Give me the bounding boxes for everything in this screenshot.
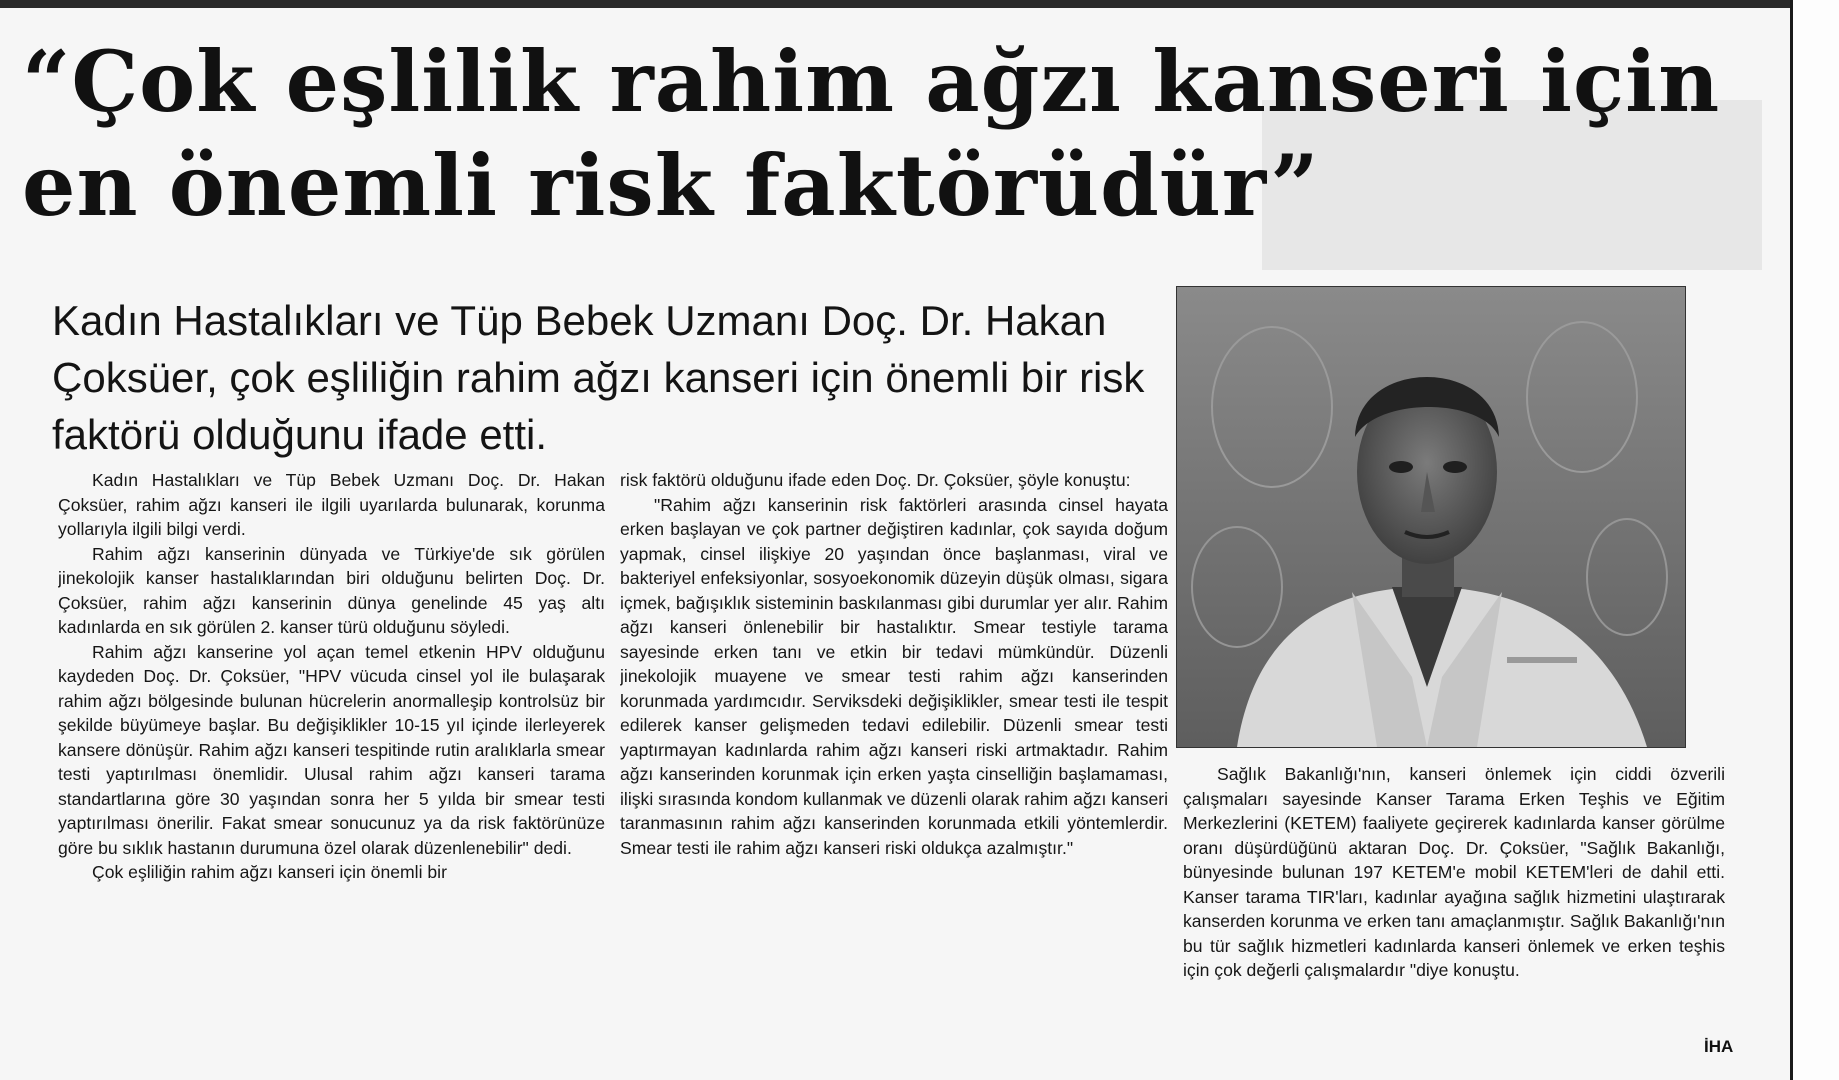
paragraph: Çok eşliliğin rahim ağzı kanseri için önemli bir — [92, 862, 447, 882]
paragraph: Rahim ağzı kanserinin dünyada ve Türkiye'de sık görülen jinekolojik kanser hastalıklarından biri olduğunu belirten Doç. Dr. Çoksüer, rahim ağzı kanserinin dünya genelinde 45 yaş altı kadınlarda en sık görülen 2. kanser türü olduğunu söyledi. — [58, 543, 605, 637]
portrait-illustration — [1177, 287, 1685, 747]
article-column-2 — [620, 468, 1168, 1078]
paragraph: risk faktörü olduğunu ifade eden Doç. Dr. Çoksüer, şöyle konuştu: — [620, 470, 1131, 490]
article-column-1 — [58, 468, 605, 1078]
article-deck: Kadın Hastalıkları ve Tüp Bebek Uzmanı Doç. Dr. Hakan Çoksüer, çok eşliliğin rahim ağzı kanseri için önemli bir risk faktörü olduğunu ifade etti. — [52, 297, 1145, 458]
paragraph: "Rahim ağzı kanserinin risk faktörleri arasında cinsel hayata erken başlayan ve çok partner değiştiren kadınlar, çok sayıda doğum yapmak, cinsel ilişkiye 20 yaşından önce başlanması, viral ve bakteriyel enfeksiyonlar, sosyoekonomik düzeyin düşük olması, sigara içmek, bağışıklık sisteminin baskılanması gibi durumlar yer alır. Rahim ağzı kanseri önlenebilir bir hastalıktır. Smear testiyle tarama sayesinde erken tanı ve etkin bir tedavi mümkündür. Düzenli jinekolojik muayene ve smear testi rahim ağzı kanserinden korunmada yardımcıdır. Serviksdeki değişiklikler, smear testi ile tespit edilerek kanser gelişmeden tedavi edilebilir. Düzenli smear testi yaptırmayan kadınlarda rahim ağzı kanseri riski artmaktadır. Rahim ağzı kanserinden korunmak için erken yaşta cinselliğin başlamaması, ilişki sırasında kondom kullanmak ve düzenli olarak rahim ağzı kanseri taranmasının rahim ağzı kanserinden korunmada etkili yöntemlerdir. Smear testi ile rahim ağzı kanseri riski oldukça azalmıştır." — [620, 494, 1168, 858]
photo-caption-column — [1183, 762, 1725, 1062]
scan-margin — [1793, 0, 1839, 1080]
top-rule — [0, 0, 1790, 8]
paragraph: Kadın Hastalıkları ve Tüp Bebek Uzmanı Doç. Dr. Hakan Çoksüer, rahim ağzı kanseri ile ilgili uyarılarda bulunarak, korunma yollarıyla ilgili bilgi verdi. — [58, 470, 605, 539]
headline: “Çok eşlilik rahim ağzı kanseri için en önemli risk faktörüdür” — [22, 32, 1721, 235]
paragraph: Sağlık Bakanlığı'nın, kanseri önlemek için ciddi özverili çalışmaları sayesinde Kanser Tarama Erken Teşhis ve Eğitim Merkezlerini (KETEM) faaliyete geçirerek kadınlarda kanser görülme oranı düşürdüğünü aktaran Doç. Dr. Çoksüer, "Sağlık Bakanlığı, bünyesinde bulunan 197 KETEM'e mobil KETEM'leri de dahil etti. Kanser tarama TIR'ları, kadınlar ayağına sağlık hizmetini ulaştırarak kanserden korunma ve erken tanı amaçlanmıştır. Sağlık Bakanlığı'nın bu tür sağlık hizmetleri kadınlarda kanseri önlemek ve erken teşhis için çok değerli çalışmalardır "diye konuştu. — [1183, 764, 1725, 980]
portrait-photo-icon — [1176, 286, 1686, 748]
paragraph: Rahim ağzı kanserine yol açan temel etkenin HPV olduğunu kaydeden Doç. Dr. Çoksüer, "HPV vücuda cinsel yol ile bulaşarak rahim ağzı bölgesinde bulunan hücrelerin anormalleşip kontrolsüz bir şekilde büyümeye başlar. Bu değişiklikler 10-15 yıl içinde ilerleyerek kansere dönüşür. Rahim ağzı kanseri tespitinde rutin aralıklarla smear testi yaptırılması önemlidir. Ulusal rahim ağzı kanseri tarama standartlarına göre 30 yaşından sonra her 5 yılda bir smear testi yaptırılması önerilir. Fakat smear sonucunuz ya da risk faktörünüze göre bu sıklık hastanın durumuna özel olarak düzenlenebilir" dedi. — [58, 641, 605, 858]
news-agency-credit: İHA — [1704, 1037, 1734, 1056]
